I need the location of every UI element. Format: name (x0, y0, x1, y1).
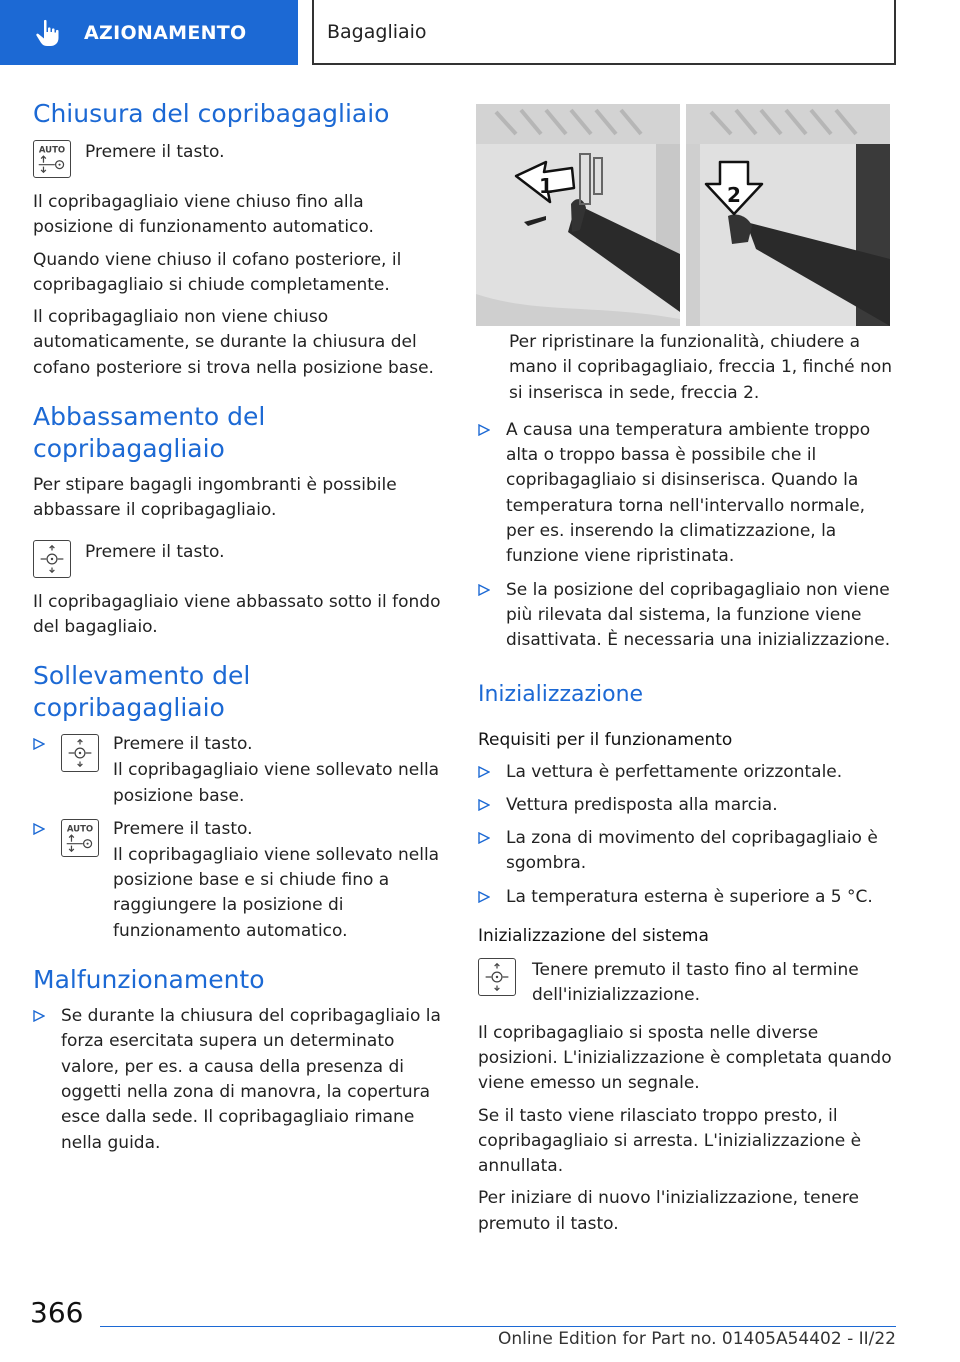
list-item: Vettura predisposta alla marcia. (478, 793, 898, 818)
chapter-header (312, 0, 896, 65)
paragraph: Quando viene chiuso il cofano posteriore, il copribagagliaio si chiude completamente. (33, 249, 402, 295)
photo-panel-arrow-2 (686, 104, 890, 326)
icon-instruction (33, 140, 448, 178)
icon-instruction (33, 540, 448, 578)
subheading-sistema: Inizializzazione del sistema (478, 926, 709, 947)
hand-pointer-icon (32, 17, 64, 49)
paragraph: Il copribagagliaio viene chiuso fino alla posizione di funzionamento automatico. (33, 192, 374, 238)
list-item (33, 817, 448, 944)
list (478, 418, 898, 654)
list-item (33, 732, 448, 809)
heading-sollevamento: Sollevamento del copribagagliaio (33, 661, 251, 723)
bullet-triangle-icon (33, 738, 45, 750)
heading-inizializzazione: Inizializzazione (478, 681, 644, 707)
auto-button-icon (61, 819, 99, 857)
instruction-text: Tenere premuto il tasto fino al termine dell'inizializzazione. (532, 960, 859, 1006)
paragraph: Se il tasto viene rilasciato troppo presto, il copribagagliaio si arresta. L'inizializzazione è annullata. (478, 1105, 862, 1177)
bullet-triangle-icon (478, 766, 490, 778)
list (33, 1004, 448, 1156)
auto-button-icon (33, 140, 71, 178)
bullet-triangle-icon (33, 823, 45, 835)
subheading-requisiti: Requisiti per il funzionamento (478, 729, 733, 750)
list-item: La temperatura esterna è superiore a 5 °C. (478, 885, 898, 910)
paragraph: Per iniziare di nuovo l'inizializzazione, tenere premuto il tasto. (478, 1188, 859, 1234)
trunk-cover-photo (476, 104, 890, 326)
paragraph: Il copribagagliaio viene sollevato nella posizione base e si chiude fino a raggiungere la posizione di funzionamento automatico. (113, 844, 440, 941)
paragraph: Il copribagagliaio viene abbassato sotto il fondo del bagagliaio. (33, 591, 441, 637)
heading-malfunzionamento: Malfunzionamento (33, 965, 265, 995)
paragraph: Per ripristinare la funzionalità, chiudere a mano il copribagagliaio, freccia 1, finché non si inserisca in sede, freccia 2. (509, 332, 892, 403)
heading-abbassamento: Abbassamento del copribagagliaio (33, 402, 266, 464)
list-item: Se la posizione del copribagagliaio non viene più rilevata dal sistema, la funzione viene disattivata. È necessaria una inizializzazione. (478, 578, 898, 654)
footer-edition: Online Edition for Part no. 01405A54402 - II/22 (497, 1329, 896, 1349)
up-down-button-icon (33, 540, 71, 578)
instruction-text: Premere il tasto. (113, 818, 253, 839)
list-item: La zona di movimento del copribagagliaio è sgombra. (478, 826, 898, 877)
section-tab (0, 0, 298, 65)
bullet-triangle-icon (478, 424, 490, 436)
up-down-button-icon (478, 958, 516, 996)
icon-instruction (478, 958, 898, 1009)
up-down-button-icon (61, 734, 99, 772)
arrow-label-1: 1 (539, 174, 553, 198)
photo-panel-arrow-1 (476, 104, 680, 326)
right-column (478, 330, 898, 1244)
bullet-triangle-icon (478, 584, 490, 596)
list-item: A causa una temperatura ambiente troppo alta o troppo bassa è possibile che il copribagagliaio si disinserisca. Quando la temperatura torna nell'intervallo normale, per es. inserendo la climatizzazione, la funzione viene ripristinata. (478, 418, 898, 570)
paragraph: Il copribagagliaio non viene chiuso automaticamente, se durante la chiusura del cofano posteriore si trova nella posizione base. (33, 307, 434, 378)
section-title: AZIONAMENTO (84, 21, 247, 44)
instruction-text: Premere il tasto. (85, 541, 225, 562)
chapter-title: Bagagliaio (327, 20, 427, 43)
footer-divider (100, 1326, 896, 1327)
paragraph: Il copribagagliaio viene sollevato nella posizione base. (113, 760, 440, 806)
instruction-text: Premere il tasto. (85, 142, 225, 162)
bullet-triangle-icon (478, 891, 490, 903)
page-number: 366 (30, 1296, 84, 1329)
list (478, 760, 898, 910)
bullet-triangle-icon (478, 832, 490, 844)
paragraph: Per stipare bagagli ingombranti è possibile abbassare il copribagagliaio. (33, 475, 397, 521)
heading-chiusura: Chiusura del copribagagliaio (33, 99, 390, 128)
bullet-triangle-icon (33, 1010, 45, 1022)
list (33, 732, 448, 944)
list-item: La vettura è perfettamente orizzontale. (478, 760, 898, 785)
arrow-label-2: 2 (727, 183, 741, 207)
bullet-triangle-icon (478, 799, 490, 811)
instruction-text: Premere il tasto. (113, 734, 253, 755)
paragraph: Il copribagagliaio si sposta nelle diverse posizioni. L'inizializzazione è completata quando viene emesso un segnale. (478, 1022, 892, 1094)
list-item: Se durante la chiusura del copribagagliaio la forza esercitata supera un determinato valore, per es. a causa della presenza di oggetti nella zona di manovra, la copertura esce dalla sede. Il copribagagliaio rimane nella guida. (33, 1004, 448, 1156)
left-column (33, 98, 448, 1164)
